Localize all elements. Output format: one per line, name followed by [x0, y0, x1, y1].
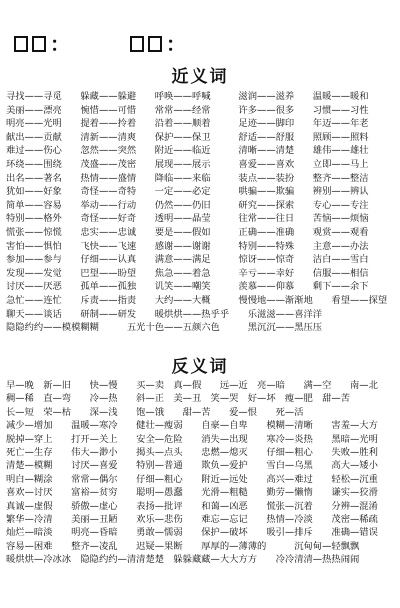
synonyms-line: 聊天——谈话 研制——研发 暖烘烘——热乎乎 乐滋滋——喜洋洋 [6, 308, 323, 320]
synonyms-line: 讨厌——厌恶 孤单——孤独 讥笑——嘲笑 羡慕——仰慕 剩下——余下 [6, 281, 369, 293]
blank-field-2 [130, 28, 187, 57]
antonyms-line: 清楚—模糊 讨厌—喜爱 特别—普通 欺负—爱护 雪白—乌黑 高大—矮小 [6, 460, 378, 472]
synonyms-line: 献出——贡献 清新——清爽 保护——保卫 舒适——舒服 照顾——照料 [6, 131, 369, 143]
antonyms-line: 死亡—生存 伟大—渺小 揭头—点头 忠燃—熄灭 仔细—粗心 失败—胜利 [6, 446, 378, 458]
field-colon: ： [50, 32, 71, 56]
worksheet-header [0, 28, 400, 54]
blank-box [148, 36, 162, 52]
antonyms-line: 容易—困难 整齐—凌乱 迟疑—果断 厚厚的—薄薄的 沉甸甸—轻飘飘 [6, 540, 360, 552]
synonyms-line: 难过——伤心 忽然——突然 附近——临近 清晰——清楚 雄伟——雄壮 [6, 145, 369, 157]
synonyms-title: 近义词 [171, 67, 229, 87]
antonyms-line: 喜欢—讨厌 富裕—贫穷 聪明—愚蠢 光滑—粗糙 勤劳—懒惰 谦实—狡滑 [6, 487, 378, 499]
synonyms-line: 隐隐约约——模模糊糊 五光十色——五颜六色 黑沉沉——黑压压 [6, 322, 323, 334]
antonyms-line: 长—短 荣—枯 深—浅 饱—饿 甜—苦 爱—恨 死—活 [6, 406, 304, 418]
synonyms-line: 环绕——围绕 茂盛——茂密 展现——展示 喜爱——喜欢 立即——马上 [6, 158, 369, 170]
synonyms-line: 慌张——惊慌 忠实——忠诚 要是——假如 正确——准确 观赏——观看 [6, 226, 369, 238]
antonyms-line: 繁华—冷清 美丽—丑陋 欢乐—悲伤 难忘—忘记 热情—冷淡 茂密—稀疏 [6, 513, 378, 525]
antonyms-list [6, 379, 398, 566]
blank-boxes [14, 31, 50, 55]
antonyms-line: 明白—糊涂 常常—偶尔 仔细—粗心 附近—远处 高兴—难过 轻松—沉重 [6, 473, 378, 485]
synonyms-line: 发现——发觉 巴望——盼望 焦急——着急 辛亏——幸好 信服——相信 [6, 267, 369, 279]
synonyms-line: 明亮——光明 提着——拎着 沿着——顺着 足迹——脚印 年迈——年老 [6, 118, 369, 130]
synonyms-line: 美丽——漂亮 惋惜——可惜 常常——经常 许多——很多 习惯——习性 [6, 104, 369, 116]
synonyms-line: 参加——参与 仔细——认真 满意——满足 惊讶——惊奇 洁白——雪白 [6, 254, 369, 266]
antonyms-line: 灿烂—暗淡 明亮—昏暗 勇敢—懦弱 保护—破坏 吸引—排斥 准确—错误 [6, 527, 378, 539]
blank-box [14, 36, 28, 52]
synonyms-line: 害怕——惧怕 飞快——飞速 感谢——谢谢 特别——特殊 主意——办法 [6, 240, 369, 252]
field-colon: ： [166, 32, 187, 56]
synonyms-line: 犹如——好象 奇怪——奇特 一定——必定 哄骗——欺骗 辨别——辨认 [6, 186, 369, 198]
antonyms-title: 反义词 [171, 357, 229, 377]
blank-boxes [130, 31, 166, 55]
antonyms-line: 脱掉—穿上 打开—关上 安全—危险 消失—出现 寒冷—炎热 黑暗—光明 [6, 433, 378, 445]
synonyms-line: 出名——著名 热情——盛情 降临——来临 装点——装扮 整齐——整洁 [6, 172, 369, 184]
synonyms-list [6, 90, 398, 335]
synonyms-line: 简单——容易 举动——行动 仍然——仍旧 研究——探索 专心——专注 [6, 199, 369, 211]
blank-box [32, 36, 46, 52]
antonyms-line: 减少—增加 温暖—寒冷 健壮—瘦弱 自豪—自卑 模糊—清晰 害羞—大方 [6, 420, 378, 432]
synonyms-line: 寻找——寻觅 躲藏——躲避 呼唤——呼喊 滋润——滋养 温暖——暖和 [6, 91, 369, 102]
antonyms-line: 稠—稀 直—弯 冷—热 斜—正 美—丑 笑—哭 好—坏 瘦—肥 甜—苦 [6, 393, 350, 405]
synonyms-line: 特别——格外 奇怪——好奇 透明——晶莹 往常——往日 苦恼——烦恼 [6, 213, 369, 225]
antonyms-line: 暖烘烘—冷冰冰 隐隐约约—清清楚楚 躲躲藏藏—大大方方 冷冷清清—热热闹闹 [6, 554, 360, 566]
blank-field-1 [14, 28, 71, 57]
antonyms-line: 早—晚 新—旧 快—慢 买—卖 真—假 远—近 亮—暗 满—空 南—北 [6, 380, 378, 391]
synonyms-line: 急忙——连忙 斥责——指责 大约——大概 慢慢地——渐渐地 看望——探望 [6, 294, 388, 306]
blank-box [130, 36, 144, 52]
antonyms-line: 真诚—虚假 骄傲—虚心 表扬—批评 和蔼—凶恶 慌张—沉着 分辨—混淆 [6, 500, 378, 512]
